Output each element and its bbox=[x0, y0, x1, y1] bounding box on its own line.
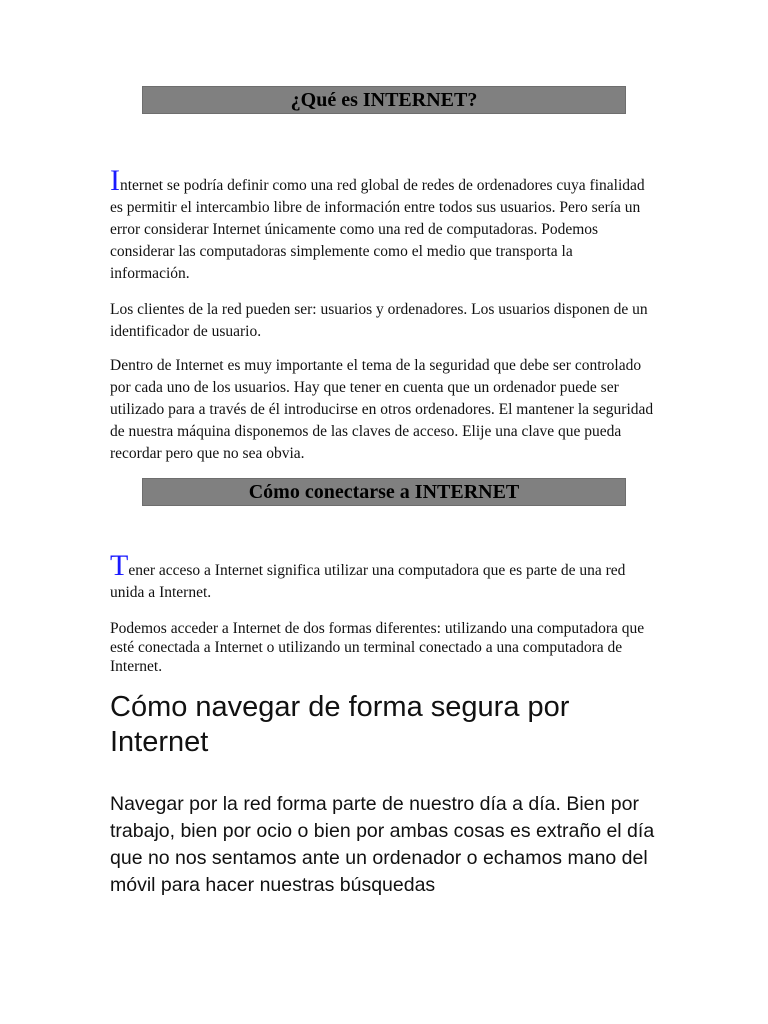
paragraph-network-clients: Los clientes de la red pueden ser: usuarios y ordenadores. Los usuarios disponen de un identificador de usuario. bbox=[110, 301, 648, 340]
paragraph-internet-definition bbox=[110, 164, 655, 285]
paragraph-access-methods: Podemos acceder a Internet de dos formas diferentes: utilizando una computadora que esté conectada a Internet o utilizando un terminal conectado a una computadora de Internet. bbox=[110, 620, 645, 675]
paragraph-text: nternet se podría definir como una red global de redes de ordenadores cuya finalidad es permitir el intercambio libre de información entre todos sus usuarios. Pero sería un error considerar Internet únicamente como una red de computadoras. Podemos considerar las computadoras simplemente como el medio que transporta la información. bbox=[110, 177, 645, 282]
paragraph-text: ener acceso a Internet significa utilizar una computadora que es parte de una red unida a Internet. bbox=[110, 562, 626, 601]
paragraph-security: Dentro de Internet es muy importante el tema de la seguridad que debe ser controlado por cada uno de los usuarios. Hay que tener en cuenta que un ordenador puede ser utilizado para a través de él introducirse en otros ordenadores. El mantener la seguridad de nuestra máquina disponemos de las claves de acceso. Elije una clave que pueda recordar pero que no sea obvia. bbox=[110, 357, 654, 462]
section-heading-navegar-segura: Cómo navegar de forma segura por Internet bbox=[110, 691, 570, 758]
drop-cap-initial: I bbox=[110, 164, 120, 197]
paragraph-navegar: Navegar por la red forma parte de nuestro día a día. Bien por trabajo, bien por ocio o bien por ambas cosas es extraño el día que no nos sentamos ante un ordenador o echamos mano del móvil para hacer nuestras búsquedas bbox=[110, 793, 655, 896]
paragraph-access-internet bbox=[110, 549, 655, 604]
section-heading-que-es-internet: ¿Qué es INTERNET? bbox=[142, 86, 626, 114]
drop-cap-initial: T bbox=[110, 549, 129, 582]
section-heading-como-conectarse: Cómo conectarse a INTERNET bbox=[142, 478, 626, 506]
